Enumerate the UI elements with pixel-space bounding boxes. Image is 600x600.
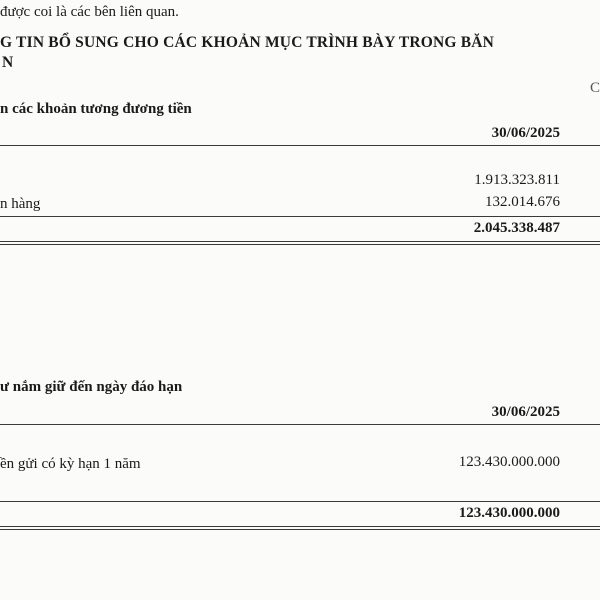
intro-text: được coi là các bên liên quan. (0, 4, 179, 20)
cash-date-header: 30/06/2025 (491, 125, 560, 141)
cash-total-rule-bottom-2 (0, 244, 600, 245)
cash-header-rule (0, 145, 600, 146)
cash-section-title: n các khoản tương đương tiền (0, 101, 192, 117)
held-total-rule-top (0, 501, 600, 502)
cash-row-2-label: n hàng (0, 196, 41, 212)
held-total-value: 123.430.000.000 (458, 505, 560, 521)
cash-total-rule-top (0, 216, 600, 217)
section-heading-line2: N (2, 54, 14, 71)
held-row-1-value: 123.430.000.000 (458, 454, 560, 470)
held-total-rule-bottom-2 (0, 529, 600, 530)
section-heading-line1: G TIN BỔ SUNG CHO CÁC KHOẢN MỤC TRÌNH BÀY TRONG BĂN (0, 34, 495, 51)
held-section-title: ư nắm giữ đến ngày đáo hạn (0, 379, 183, 395)
cash-row-2-value: 132.014.676 (485, 194, 560, 210)
cash-total-value: 2.045.338.487 (473, 220, 560, 236)
cash-row-1-value: 1.913.323.811 (474, 172, 560, 188)
held-date-header: 30/06/2025 (491, 404, 560, 420)
held-total-rule-bottom-1 (0, 526, 600, 527)
held-header-rule (0, 424, 600, 425)
cash-total-rule-bottom-1 (0, 241, 600, 242)
edge-glyph: C (590, 80, 600, 96)
held-row-1-label: ền gửi có kỳ hạn 1 năm (0, 456, 141, 472)
